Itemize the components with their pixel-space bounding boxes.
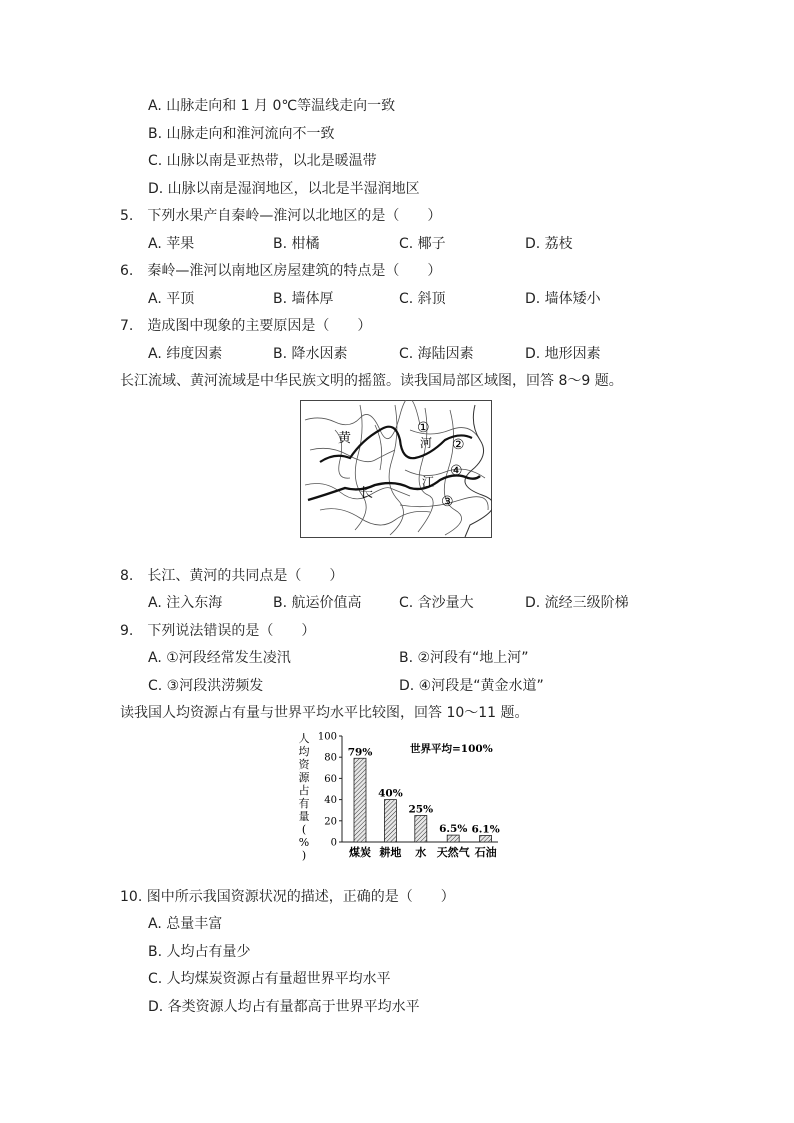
y-axis-label-char: % bbox=[298, 836, 310, 849]
y-axis-label-char: 占 bbox=[298, 784, 310, 797]
x-tick-label: 水 bbox=[415, 846, 427, 859]
option-d: D. 墙体矮小 bbox=[525, 291, 601, 307]
option-b: B. 航运价值高 bbox=[273, 595, 362, 611]
option-d: D. 荔枝 bbox=[525, 236, 573, 252]
bar-耕地 bbox=[384, 800, 396, 842]
y-tick-label: 40 bbox=[324, 795, 337, 807]
option-c: C. 斜顶 bbox=[399, 291, 446, 307]
x-tick-label: 天然气 bbox=[436, 846, 470, 859]
x-tick-label: 煤炭 bbox=[349, 846, 371, 859]
option-b: B. 降水因素 bbox=[273, 346, 348, 362]
y-axis-label-char: ( bbox=[301, 823, 307, 836]
label-jiang: 江 bbox=[422, 475, 435, 489]
option-b: B. 墙体厚 bbox=[273, 291, 334, 307]
option-a: A. ①河段经常发生凌汛 bbox=[148, 650, 291, 666]
option-d: D. 流经三级阶梯 bbox=[525, 595, 629, 611]
y-tick-label: 80 bbox=[324, 752, 337, 764]
bar-data-label: 25% bbox=[408, 803, 434, 816]
y-axis-label-char: 人 bbox=[298, 732, 310, 745]
chart-svg bbox=[292, 728, 502, 864]
region-map bbox=[300, 400, 492, 538]
resource-chart bbox=[292, 728, 502, 864]
option-c: C. 海陆因素 bbox=[399, 346, 474, 362]
label-huang: 黄 bbox=[338, 431, 352, 446]
option-c: C. 椰子 bbox=[399, 236, 446, 252]
option-c: C. 人均煤炭资源占有量超世界平均水平 bbox=[148, 971, 391, 987]
option-b: B. ②河段有“地上河” bbox=[399, 650, 529, 666]
y-axis-label-char: 资 bbox=[298, 758, 310, 771]
y-tick-label: 100 bbox=[317, 731, 337, 743]
question-stem: 10. 图中所示我国资源状况的描述，正确的是（ ） bbox=[120, 889, 455, 905]
label-chang: 长 bbox=[360, 486, 374, 501]
intro-10-11: 读我国人均资源占有量与世界平均水平比较图，回答 10～11 题。 bbox=[120, 705, 529, 721]
option-d: D. ④河段是“黄金水道” bbox=[399, 678, 544, 694]
x-tick-label: 耕地 bbox=[379, 846, 402, 859]
bar-data-label: 79% bbox=[347, 746, 373, 759]
bar-煤炭 bbox=[354, 758, 366, 842]
question-stem: 9. 下列说法错误的是（ ） bbox=[120, 623, 316, 639]
option-b: B. 柑橘 bbox=[273, 236, 320, 252]
y-axis-label-char: 量 bbox=[298, 810, 310, 823]
marker-4: ④ bbox=[450, 463, 463, 479]
marker-3: ③ bbox=[441, 494, 454, 510]
option-d: D. 各类资源人均占有量都高于世界平均水平 bbox=[148, 999, 420, 1015]
x-tick-label: 石油 bbox=[474, 846, 497, 859]
y-axis-label-char: 均 bbox=[298, 745, 310, 758]
bar-data-label: 6.5% bbox=[439, 823, 468, 836]
option-b: B. 人均占有量少 bbox=[148, 944, 251, 960]
option-a: A. 山脉走向和 1 月 0℃等温线走向一致 bbox=[148, 98, 396, 114]
intro-8-9: 长江流域、黄河流域是中华民族文明的摇篮。读我国局部区域图，回答 8～9 题。 bbox=[120, 373, 623, 389]
question-stem: 7. 造成图中现象的主要原因是（ ） bbox=[120, 318, 372, 334]
y-tick-label: 0 bbox=[330, 837, 337, 849]
y-tick-label: 60 bbox=[324, 773, 337, 785]
option-d: D. 山脉以南是湿润地区，以北是半湿润地区 bbox=[148, 181, 420, 197]
bar-石油 bbox=[480, 836, 492, 842]
y-axis-label-char: 源 bbox=[298, 771, 310, 784]
map-svg bbox=[300, 400, 492, 538]
y-axis-label-char: 有 bbox=[298, 797, 310, 810]
option-a: A. 总量丰富 bbox=[148, 916, 223, 932]
label-he: 河 bbox=[420, 436, 433, 450]
option-a: A. 纬度因素 bbox=[148, 346, 223, 362]
y-axis-label-char: ) bbox=[301, 849, 307, 862]
option-c: C. 山脉以南是亚热带，以北是暖温带 bbox=[148, 153, 377, 169]
option-a: A. 苹果 bbox=[148, 236, 195, 252]
chart-annotation: 世界平均=100% bbox=[410, 743, 493, 755]
option-a: A. 注入东海 bbox=[148, 595, 223, 611]
question-stem: 5. 下列水果产自秦岭—淮河以北地区的是（ ） bbox=[120, 208, 442, 224]
bar-data-label: 6.1% bbox=[471, 823, 500, 836]
option-c: C. ③河段洪涝频发 bbox=[148, 678, 264, 694]
option-a: A. 平顶 bbox=[148, 291, 195, 307]
bar-天然气 bbox=[447, 835, 459, 842]
marker-2: ② bbox=[452, 437, 465, 453]
question-stem: 6. 秦岭—淮河以南地区房屋建筑的特点是（ ） bbox=[120, 263, 442, 279]
option-d: D. 地形因素 bbox=[525, 346, 601, 362]
option-c: C. 含沙量大 bbox=[399, 595, 474, 611]
bar-data-label: 40% bbox=[378, 787, 403, 800]
y-tick-label: 20 bbox=[324, 816, 337, 828]
question-stem: 8. 长江、黄河的共同点是（ ） bbox=[120, 568, 344, 584]
option-b: B. 山脉走向和淮河流向不一致 bbox=[148, 126, 335, 142]
marker-1: ① bbox=[417, 420, 430, 436]
bar-水 bbox=[415, 816, 427, 843]
